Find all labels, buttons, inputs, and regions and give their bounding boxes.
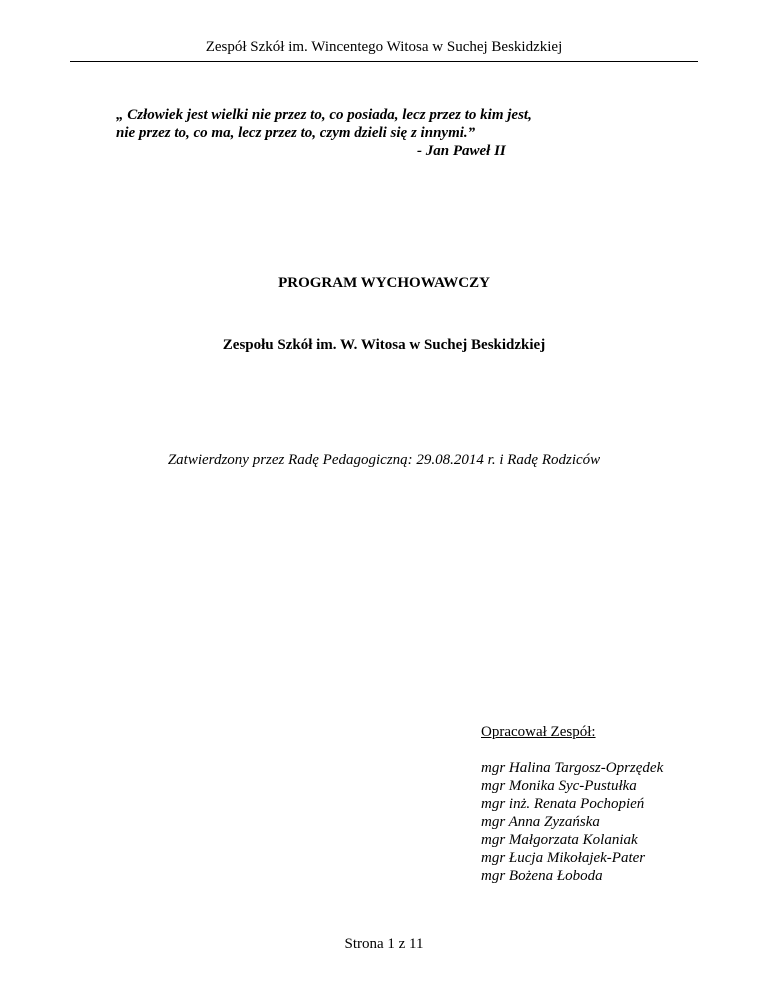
- authors-block: [481, 723, 741, 885]
- author-name: mgr Łucja Mikołajek-Pater: [481, 850, 646, 866]
- quote-line-1: „ Człowiek jest wielki nie przez to, co posiada, lecz przez to kim jest,: [116, 107, 532, 123]
- document-subtitle: Zespołu Szkół im. W. Witosa w Suchej Beskidzkiej: [222, 337, 546, 353]
- author-name: mgr Anna Zyzańska: [481, 814, 600, 830]
- page-number-footer: Strona 1 z 11: [344, 936, 424, 952]
- quote-line-2: nie przez to, co ma, lecz przez to, czym dzieli się z innymi.”: [116, 125, 476, 141]
- quote-author: - Jan Paweł II: [417, 143, 506, 159]
- header-divider: [70, 61, 698, 62]
- authors-heading: Opracował Zespół:: [481, 724, 596, 740]
- document-title: PROGRAM WYCHOWAWCZY: [278, 275, 490, 291]
- author-name: mgr Bożena Łoboda: [481, 868, 603, 884]
- page-header: Zespół Szkół im. Wincentego Witosa w Suchej Beskidzkiej: [205, 39, 563, 55]
- author-name: mgr Małgorzata Kolaniak: [481, 832, 638, 848]
- epigraph-quote: [116, 106, 676, 160]
- author-name: mgr Monika Syc-Pustułka: [481, 778, 637, 794]
- author-name: mgr inż. Renata Pochopień: [481, 796, 645, 812]
- approval-statement: Zatwierdzony przez Radę Pedagogiczną: 29.08.2014 r. i Radę Rodziców: [167, 452, 601, 468]
- author-name: mgr Halina Targosz-Oprzędek: [481, 760, 664, 776]
